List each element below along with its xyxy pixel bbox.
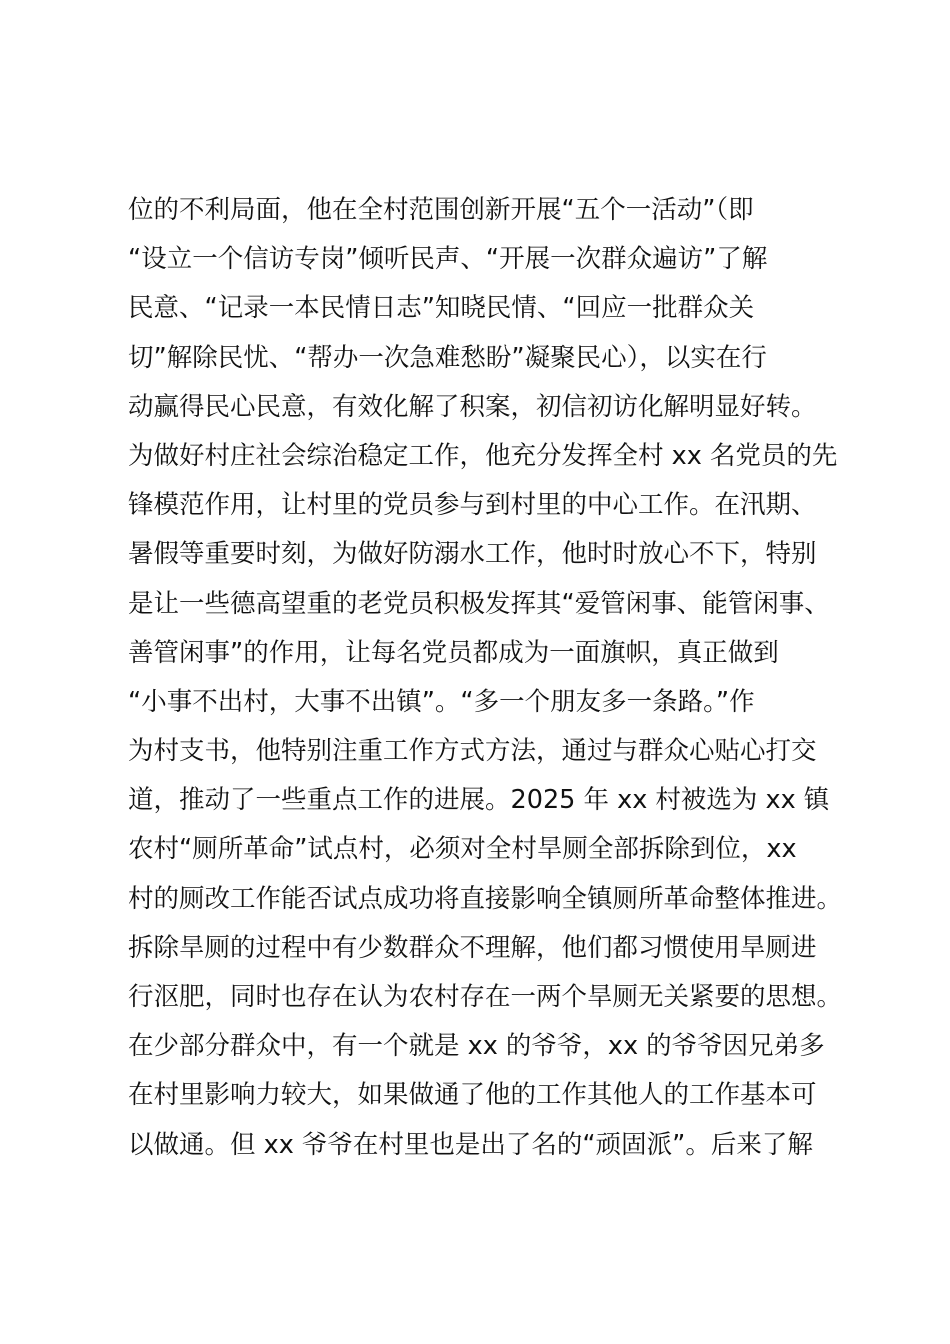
text-line: 为村支书，他特别注重工作方式方法，通过与群众心贴心打交 [128, 736, 817, 767]
text-line: 善管闲事”的作用，让每名党员都成为一面旗帜，真正做到 [128, 637, 779, 668]
text-line: 道，推动了一些重点工作的进展。2025 年 xx 村被选为 xx 镇 [128, 785, 830, 816]
text-line: 切”解除民忧、“帮办一次急难愁盼”凝聚民心），以实在行 [128, 342, 767, 373]
text-line: 位的不利局面，他在全村范围创新开展“五个一活动”（即 [128, 195, 754, 225]
text-line: 在少部分群众中，有一个就是 xx 的爷爷，xx 的爷爷因兄弟多 [128, 1031, 825, 1062]
text-line: 在村里影响力较大，如果做通了他的工作其他人的工作基本可 [128, 1080, 817, 1111]
text-line: 农村“厕所革命”试点村，必须对全村旱厕全部拆除到位，xx [128, 834, 797, 865]
text-line: 动赢得民心民意，有效化解了积案，初信初访化解明显好转。 [128, 391, 817, 422]
text-line: 拆除旱厕的过程中有少数群众不理解，他们都习惯使用旱厕进 [128, 932, 817, 963]
text-line: 锋模范作用，让村里的党员参与到村里的中心工作。在汛期、 [128, 490, 817, 521]
text-line: 村的厕改工作能否试点成功将直接影响全镇厕所革命整体推进。 [128, 883, 843, 914]
text-line: 为做好村庄社会综治稳定工作，他充分发挥全村 xx 名党员的先 [128, 440, 838, 471]
text-line: 暑假等重要时刻，为做好防溺水工作，他时时放心不下，特别 [128, 539, 817, 570]
text-line: 是让一些德高望重的老党员积极发挥其“爱管闲事、能管闲事、 [128, 588, 830, 619]
text-line: “设立一个信访专岗”倾听民声、“开展一次群众遍访”了解 [128, 244, 768, 275]
text-line: “小事不出村，大事不出镇”。“多一个朋友多一条路。”作 [128, 686, 755, 717]
body-paragraph [128, 186, 848, 1170]
text-line: 以做通。但 xx 爷爷在村里也是出了名的“顽固派”。后来了解 [128, 1129, 813, 1160]
text-line: 民意、“记录一本民情日志”知晓民情、“回应一批群众关 [128, 293, 755, 324]
text-line: 行沤肥，同时也存在认为农村存在一两个旱厕无关紧要的思想。 [128, 982, 843, 1012]
